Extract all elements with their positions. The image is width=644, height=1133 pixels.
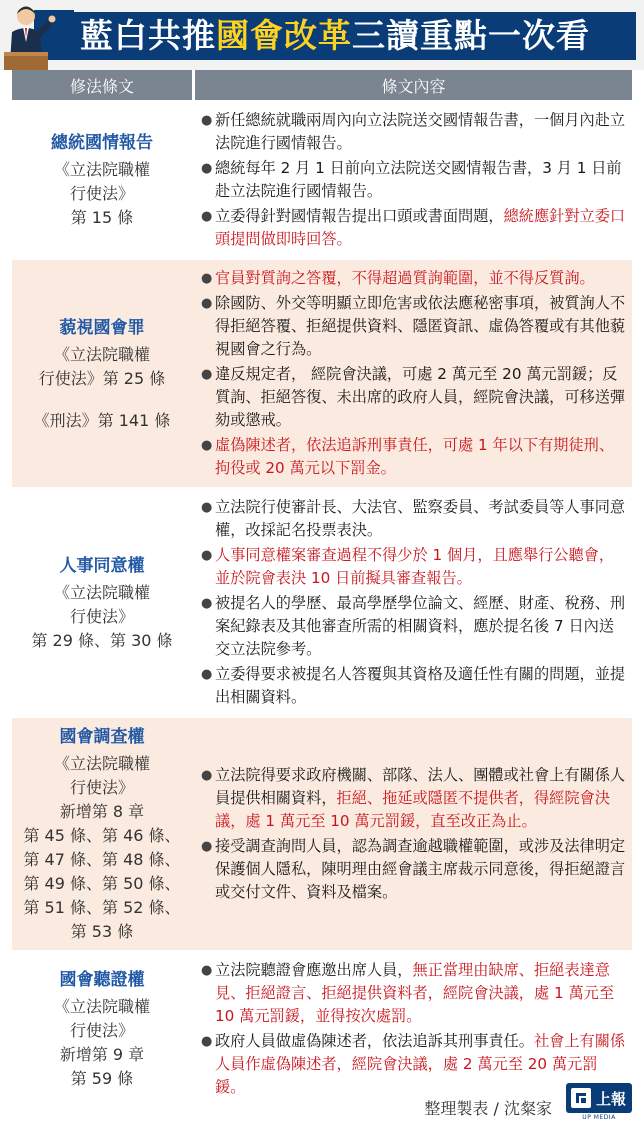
bullet-item [201,959,626,1028]
body-text: 被提名人的學歷、最高學歷學位論文、經歷、財產、稅務、刑案紀錄表及其他審查所需的相關資料，應於提名後 7 日內送交立法院參考。 [215,594,626,658]
highlight-text: 虛偽陳述者，依法追訴刑事責任，可處 1 年以下有期徒刑、拘役或 20 萬元以下罰金。 [215,436,615,477]
bullet-text [215,363,626,432]
title-part-1: 藍白共推 [80,16,216,55]
credit-text: 整理製表 / 沈粲家 [424,1099,552,1118]
bullet-dot-icon: ● [201,768,213,783]
bullet-dot-icon: ● [201,209,213,224]
content-cell [195,102,632,258]
bullet-text [215,109,626,155]
table-row [12,716,632,950]
footer [0,1080,644,1133]
bullet-dot-icon: ● [201,667,213,682]
bullet-text [215,496,626,542]
law-reference-line: 行使法》第 25 條 [38,368,166,388]
law-reference-line: 《立法院職權 [53,344,150,364]
bullet-dot-icon: ● [201,839,213,854]
bullet-text [215,544,626,590]
bullet-text [215,292,626,361]
logo-text: 上報 [596,1089,627,1108]
logo-mark-icon [571,1088,591,1108]
law-reference-line: 第 29 條、第 30 條 [31,630,173,650]
highlight-text: 總統應針對立委口頭提問做即時回答。 [215,207,626,248]
bullet-dot-icon: ● [201,271,213,286]
bullet-item [201,292,626,361]
bullet-item [201,544,626,590]
body-text: 違反規定者， 經院會決議，可處 2 萬元至 20 萬元罰鍰；反質詢、拒絕答復、未出席的政府人員，經院會決議，可移送彈劾或懲戒。 [215,365,626,429]
highlight-text: 社會上有關係人員作虛偽陳述者，經院會決議，處 2 萬元至 20 萬元罰鍰。 [215,1032,626,1096]
bullet-dot-icon: ● [201,113,213,128]
body-text: 立委得要求被提名人答覆與其資格及適任性有關的問題，並提出相關資料。 [215,665,626,706]
brand-logo [566,1083,632,1113]
bullet-item [201,434,626,480]
law-reference-line: 《立法院職權 [53,997,150,1016]
table-header [12,70,632,100]
law-reference-line: 《立法院職權 [53,160,150,179]
topic-title: 國會聽證權 [59,970,145,990]
highlight-text: 官員對質詢之答覆，不得超過質詢範圍，並不得反質詢。 [215,269,595,287]
table-body [12,100,632,1106]
law-cell [12,260,192,487]
column-header-content: 條文內容 [195,70,632,100]
law-reference-line: 行使法》 [69,1021,134,1040]
bullet-dot-icon: ● [201,1034,213,1049]
bullet-item [201,663,626,709]
bullet-dot-icon: ● [201,367,213,382]
bullet-text [215,157,626,203]
law-reference-line: 行使法》 [69,606,134,626]
highlight-text: 拒絕、拖延或隱匿不提供者，得經院會決議，處 1 萬元至 10 萬元罰鍰，直至改正為止。 [215,789,610,830]
bullet-dot-icon: ● [201,438,213,453]
law-cell [12,718,192,950]
law-reference-line: 第 49 條、第 50 條、 [23,874,181,893]
law-reference-line: 第 45 條、第 46 條、 [23,826,181,845]
law-reference-line: 第 51 條、第 52 條、 [23,898,181,917]
content-cell [195,260,632,487]
bullet-dot-icon: ● [201,963,213,978]
bullet-item [201,496,626,542]
bullet-item [201,363,626,432]
table-row [12,487,632,716]
bullet-text [215,835,626,904]
logo-subtitle: UP MEDIA [582,1114,616,1121]
body-text: 接受調查詢問人員，認為調查逾越職權範圍，或涉及法律明定保護個人隱私，陳明理由經會議主席裁示同意後，得拒絕證言或交付文件、資料及檔案。 [215,837,626,901]
law-reference-line: 《立法院職權 [53,582,150,602]
column-header-law: 修法條文 [12,70,192,100]
bullet-text [215,663,626,709]
bullet-item [201,592,626,661]
table-row [12,258,632,487]
law-reference-line: 行使法》 [69,778,134,797]
bullet-item [201,835,626,904]
body-text: 新任總統就職兩周內向立法院送交國情報告書，一個月內赴立法院進行國情報告。 [215,111,626,152]
page-title [80,14,590,58]
law-reference-line: 第 15 條 [70,208,134,227]
bullet-text [215,764,626,833]
bullet-item [201,157,626,203]
law-cell [12,102,192,258]
law-reference-line: 第 53 條 [70,922,134,941]
topic-title: 國會調查權 [59,727,145,747]
bullet-text [215,267,626,290]
bullet-item [201,205,626,251]
body-text: 除國防、外交等明顯立即危害或依法應秘密事項，被質詢人不得拒絕答覆、拒絕提供資料、隱匿資訊、虛偽答覆或有其他藐視國會之行為。 [215,294,626,358]
content-cell [195,489,632,716]
bullet-dot-icon: ● [201,296,213,311]
body-text: 立法院得要求政府機關、部隊、法人、團體或社會上有關係人員提供相關資料， [215,766,626,807]
law-reference-line: 《刑法》第 141 條 [33,410,171,430]
bullet-dot-icon: ● [201,161,213,176]
law-reference-line: 第 47 條、第 48 條、 [23,850,181,869]
table-row [12,100,632,258]
topic-title: 總統國情報告 [51,133,153,153]
reform-table [12,70,632,1106]
law-reference-line: 新增第 8 章 [59,802,145,821]
topic-title: 藐視國會罪 [59,317,145,338]
body-text: 立法院行使審計長、大法官、監察委員、考試委員等人事同意權，改採記名投票表決。 [215,498,626,539]
topic-title: 人事同意權 [59,555,145,576]
bullet-text [215,434,626,480]
body-text: 立法院聽證會應邀出席人員， [215,961,413,979]
law-reference-line: 新增第 9 章 [59,1045,145,1064]
content-cell [195,718,632,950]
law-reference-line: 《立法院職權 [53,754,150,773]
highlight-text: 人事同意權案審查過程不得少於 1 個月，且應舉行公聽會，並於院會表決 10 日前擬具審查報告。 [215,546,615,587]
bullet-item [201,764,626,833]
bullet-item [201,267,626,290]
bullet-item [201,109,626,155]
law-reference-line: 行使法》 [69,184,134,203]
bullet-text [215,205,626,251]
highlight-text: 無正當理由缺席、拒絕表達意見、拒絕證言、拒絕提供資料者，經院會決議，處 1 萬元至 10 萬元罰鍰，並得按次處罰。 [215,961,615,1025]
body-text: 立委得針對國情報告提出口頭或書面問題， [215,207,504,225]
presenter-icon [4,2,76,70]
title-part-3: 三讀重點一次看 [352,16,590,55]
law-reference-line: 第 59 條 [70,1069,134,1088]
bullet-dot-icon: ● [201,596,213,611]
bullet-dot-icon: ● [201,500,213,515]
law-cell [12,489,192,716]
bullet-text [215,592,626,661]
bullet-dot-icon: ● [201,548,213,563]
header-banner [0,0,644,70]
body-text: 總統每年 2 月 1 日前向立法院送交國情報告書，3 月 1 日前赴立法院進行國情報告。 [215,159,622,200]
body-text: 政府人員做虛偽陳述者，依法追訴其刑事責任。 [215,1032,534,1050]
title-part-2: 國會改革 [216,16,352,55]
bullet-text [215,959,626,1028]
